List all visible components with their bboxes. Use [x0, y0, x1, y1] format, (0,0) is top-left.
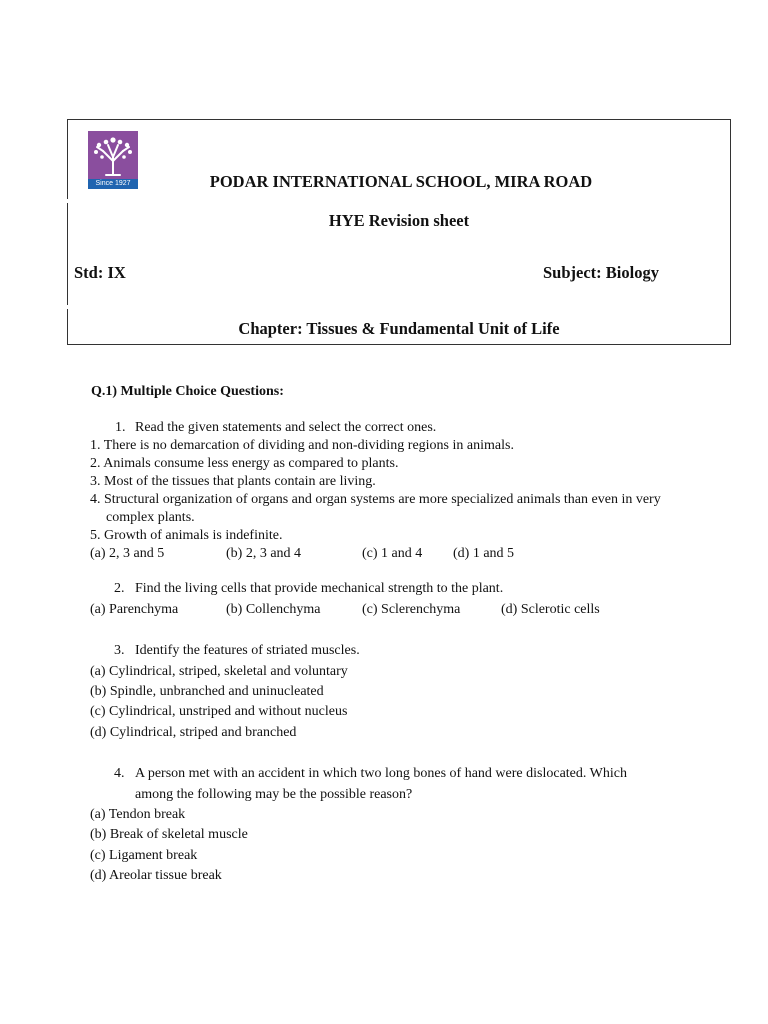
section-title: Q.1) Multiple Choice Questions:	[91, 384, 284, 399]
question-text: Read the given statements and select the correct ones.	[135, 420, 437, 435]
question-number: 3.	[114, 643, 125, 658]
question-number: 4.	[114, 766, 125, 781]
statement-continuation: complex plants.	[106, 510, 195, 525]
sheet-title: HYE Revision sheet	[328, 211, 470, 230]
option: (a) Parenchyma	[90, 602, 179, 617]
std-label: Std: IX	[74, 263, 126, 282]
option: (b) Break of skeletal muscle	[90, 827, 248, 842]
statement: 4. Structural organization of organs and organ systems are more specialized animals than even in very	[90, 492, 661, 507]
option: (d) Areolar tissue break	[90, 868, 222, 883]
option: (c) Sclerenchyma	[362, 602, 461, 617]
statement: 2. Animals consume less energy as compared to plants.	[90, 456, 399, 471]
option: (a) Cylindrical, striped, skeletal and voluntary	[90, 664, 348, 679]
school-name: PODAR INTERNATIONAL SCHOOL, MIRA ROAD	[209, 172, 593, 191]
question-text: Identify the features of striated muscles.	[135, 643, 360, 658]
header-box	[67, 119, 731, 345]
option: (b) 2, 3 and 4	[226, 546, 302, 561]
option: (c) 1 and 4	[362, 546, 423, 561]
option: (b) Spindle, unbranched and uninucleated	[90, 684, 324, 699]
statement: 1. There is no demarcation of dividing and non-dividing regions in animals.	[90, 438, 514, 453]
question-text: Find the living cells that provide mechanical strength to the plant.	[135, 581, 504, 596]
option: (a) 2, 3 and 5	[90, 546, 165, 561]
statement: 5. Growth of animals is indefinite.	[90, 528, 283, 543]
subject-label: Subject: Biology	[543, 263, 659, 282]
question-text: A person met with an accident in which two long bones of hand were dislocated. Which	[135, 766, 627, 781]
chapter-title: Chapter: Tissues & Fundamental Unit of Life	[238, 319, 560, 338]
option: (d) Sclerotic cells	[501, 602, 600, 617]
statement: 3. Most of the tissues that plants contain are living.	[90, 474, 376, 489]
option: (c) Cylindrical, unstriped and without nucleus	[90, 704, 348, 719]
option: (d) 1 and 5	[453, 546, 515, 561]
option: (d) Cylindrical, striped and branched	[90, 725, 297, 740]
question-number: 1.	[115, 420, 126, 435]
option: (a) Tendon break	[90, 807, 186, 822]
logo-caption: Since 1927	[88, 179, 138, 189]
option: (b) Collenchyma	[226, 602, 321, 617]
option: (c) Ligament break	[90, 848, 198, 863]
question-number: 2.	[114, 581, 125, 596]
question-text-continuation: among the following may be the possible reason?	[135, 787, 413, 802]
